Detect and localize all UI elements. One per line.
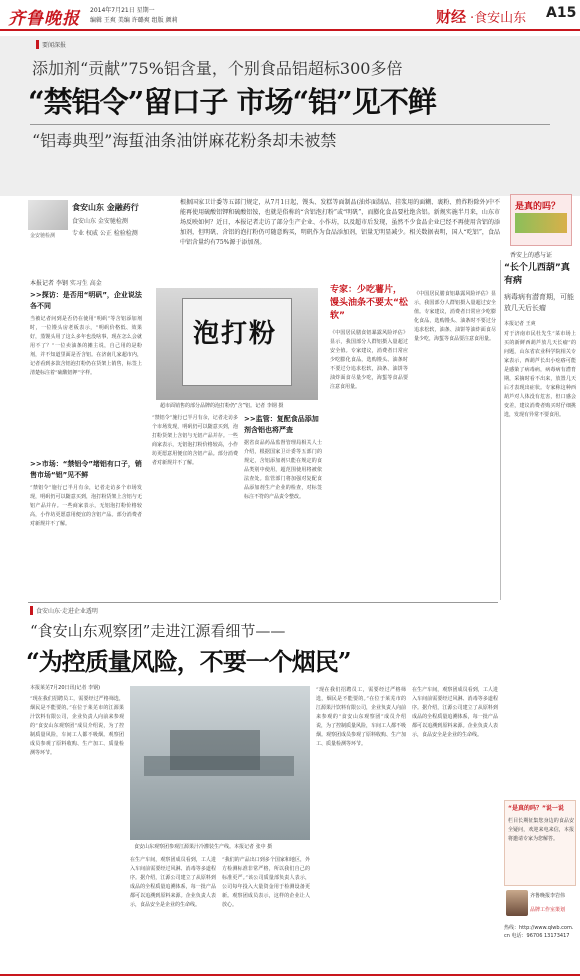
newspaper-logo: 齐鲁晚报 [8,9,80,29]
lead-paragraph: 根据国家卫计委等五部门规定，从7月1日起，馒头、发糕等面制品(油炸面制品、挂浆用的面糊、裹粉、煎炸粉除外)中不能再使用硫酸铝钾和硫酸铝铵，也就是俗称的“含铝泡打粉”或“明矾”，而膨化食品要杜绝含铝。新规实施半月来，山东市场反映如何？近日，本报记者走访了部分生产企业、小作坊，以及超市后发现，虽然不少食品企业已经不再使用含铝的添加剂，但明矾、含铝的泡打粉仍可随意购买，明矾作为食品添加剂，铝量无明显减少。相关数据表明，国人“吃铝”，食品中铝含量约有75%源于添加剂。 [180,199,500,246]
badge-sub: 香安上的惑与证 [510,252,553,259]
lower-text-5: 在生产车间，观察团成员看到，工人进入车间前需要经过风淋、消毒等多道程序。据介绍，江源公司建立了从原料到成品的全程质量追溯体系，每一批产品都可以追溯到原料来源。企业负责人表示，食品安全是企业的生命线。 [412,687,498,738]
lower-text-2: 在生产车间，观察团成员看到，工人进入车间前需要经过风淋、消毒等多道程序。据介绍，江源公司建立了从原料到成品的全程质量追溯体系，每一批产品都可以追溯到原料来源。企业负责人表示，食品安全是企业的生命线。 [130,857,216,908]
pre-title: 添加剂“贡献”75%铝含量，个别食品铝超标300多倍 [32,59,403,78]
powder-bag [182,298,292,386]
contact-name: 齐鲁晚报李岩伟 [530,893,566,899]
right-story-sub: 病毒病有潜育期，可能放几天后长瘤 [504,293,574,312]
expert-column-2: 《中国居民膳食铝暴露风险评估》显示，我国部分人群铝摄入量超过安全值。专家建议，消费者日常应少吃膨化食品，选购馒头、油条时不要过分追求松软，油条、油饼等油炸面食尽量少吃，海蜇等食品要注意食用量。 [414,291,496,342]
section-2-text: “禁铝令”施行已半月有余，记者走访多个市场发现，明矾仍可以随意买到，泡打粉货架上含铝与无铝产品并存。一些商家表示，无铝泡打粉价格较高，小作坊更愿意用便宜的含铝产品。部分消费者对新规并不了解。 [30,485,142,527]
ad-logo-text: 金安驰检测 [30,233,56,239]
top-story-header [0,36,580,196]
quote-text: 栏目长期征集您身边的食品安全疑问，欢迎来电来信，本报将邀请专家为您解答。 [508,818,574,842]
expert-text: 《中国居民膳食铝暴露风险评估》显示，我国部分人群铝摄入量超过安全值。专家建议，消费者日常应少吃膨化食品，选购馒头、油条时不要过分追求松软，油条、油饼等油炸面食尽量少吃，海蜇等食品要注意食用量。 [330,330,408,390]
badge-box [510,194,572,246]
byline: 本报记者 李钢 实习生 高金 [30,280,102,287]
section-2-title: >>市场：“禁铝令”堵铝有口子，销售市场“铝”见不鲜 [30,460,142,479]
issue-date: 2014年7月21日 星期一 [90,7,155,14]
bag-label: 泡打粉 [193,319,278,349]
column-2-text: “禁铝令”施行已半月有余，记者走访多个市场发现，明矾仍可以随意买到，泡打粉货架上含铝与无铝产品并存。一些商家表示，无铝泡打粉价格较高，小作坊更愿意用便宜的含铝产品。部分消费者对新规并不了解。 [152,415,238,466]
section-3-title: >>监管：复配食品添加剂含铝也将严查 [244,415,319,434]
ad-logo-image [28,200,68,230]
subheadline: “铝毒典型”海蜇油条油饼麻花粉条却未被禁 [32,131,337,150]
lower-divider [28,602,498,603]
page-number: A15 [546,5,577,21]
expert-title: 专家：少吃薯片，馒头油条不要太“松软” [330,285,408,321]
badge-image [515,213,567,233]
lower-byline: 本报莱芜7月20日讯(记者 李钢) [30,685,101,691]
visitors-group [170,730,260,770]
lower-text-3: “我们的产品出口到多个国家和地区，外方检测标准非常严格，所以我们自己的标准更严。”该公司质量部负责人表示，公司每年投入大量资金用于检测设备更新。观察团成员表示，这样的企业让人放心。 [222,857,310,908]
right-story-title: “长个儿西葫”真有病 [504,263,570,286]
lower-text-4: “现在我们招聘员工，需要经过严格筛选，烟民是不能要的。”在位于莱芜市的江源果汁饮料有限公司，企业负责人向前来参观的“食安山东观察团”成员介绍说，为了控制质量风险，车间工人都不吸烟。观察团成员参观了原料收购、生产加工、质量检测等环节。 [316,687,406,747]
column-3 [244,414,322,596]
section-1-title: >>探访：是否用“明矾”，企业说法各不同 [30,291,142,310]
right-column-rule [500,260,501,600]
masthead [0,0,580,32]
hotline: 热线：http://www.qlwb.com.cn 电话：96706 13173417 [504,925,574,939]
contact-avatar [506,890,528,916]
lower-pre-title: “食安山东观察团”走进江源看细节—— [30,622,286,640]
header-rule [0,29,580,31]
ad-block [28,198,176,256]
right-column [504,262,576,596]
section-name: 财经 [436,8,467,26]
right-story-byline: 本报记者 王爽 [504,321,536,327]
quote-box [504,800,576,886]
right-story-text: 对于济南市民杜先生“菜市场上买的新鲜西葫芦放几天长瘤”的问题，山东省农业科学院相关专家表示，西葫芦长出小疙瘩可能是感染了病毒病，病毒病有潜育期，采摘时看不出来，放置几天后才表现出症状。专家称这种西葫芦对人体没有危害，但口感会变差，建议消费者购买时仔细挑选，发现有异常不要食用。 [504,331,576,418]
product-photo [156,288,318,400]
lower-column-1 [30,684,124,970]
ad-title: 食安山东 金融药行 [72,203,139,212]
footer-rule [0,974,580,976]
badge-title: 是真的吗？ [515,202,561,212]
section-1-text: 当被记者问到是否仍在使用“明矾”等含铝添加剂时，一位馒头房老板表示，“明矾价格低、效果好，蒸馒头用了这么多年也没啥事，现在怎么会就用不了？”一位卖油条的摊主说，自己用的是粉剂，并不知道里面是否含铝。在济南几家超市内，记者看到多款含铝泡打粉仍在货架上销售，标签上清楚标注着“硫酸铝钾”字样。 [30,316,142,376]
headline-rule [30,124,550,125]
lower-photo-caption: 食安山东观察团参观江源果汁冷灌装生产线。本报记者 张中 摄 [134,844,273,850]
section-3-text: 据省食品药品监督管理局相关人士介绍，根据国家卫计委等五部门的规定，含铝添加剂只能在规定的食品类别中使用，超范围使用将被依法查处。监管部门将加强对复配食品添加剂生产企业的检查，对标签标注不符的产品责令整改。 [244,440,322,500]
editors-line: 编辑 王爽 美编 许璐爽 组版 颜莉 [90,17,178,24]
quote-title: “是真的吗？”说一说 [508,805,564,812]
ad-company: 食安山东 金安驰检测 [72,218,128,225]
main-headline: “禁铝令”留口子 市场“铝”见不鲜 [28,85,436,119]
ad-desc: 专业 权威 公正 检验检测 [72,230,138,237]
contact-title: 品牌工作室策划 [530,907,566,913]
photo-caption: 超市面销售的部分品牌的泡打粉仍“含”铝。记者 李钢 摄 [160,403,284,409]
lower-headline: “为控质量风险，不要一个烟民” [26,647,351,676]
column-1 [30,290,142,596]
factory-photo [130,686,310,840]
expert-column [330,284,408,596]
section-kicker: 要闻深报 [36,40,66,49]
lower-text-1: “现在我们招聘员工，需要经过严格筛选，烟民是不能要的。”在位于莱芜市的江源果汁饮料有限公司，企业负责人向前来参观的“食安山东观察团”成员介绍说，为了控制质量风险，车间工人都不吸烟。观察团成员参观了原料收购、生产加工、质量检测等环节。 [30,696,124,756]
lower-kicker: 食安山东·走进企业透明 [30,606,98,615]
subsection-name: ·食安山东 [470,11,527,26]
